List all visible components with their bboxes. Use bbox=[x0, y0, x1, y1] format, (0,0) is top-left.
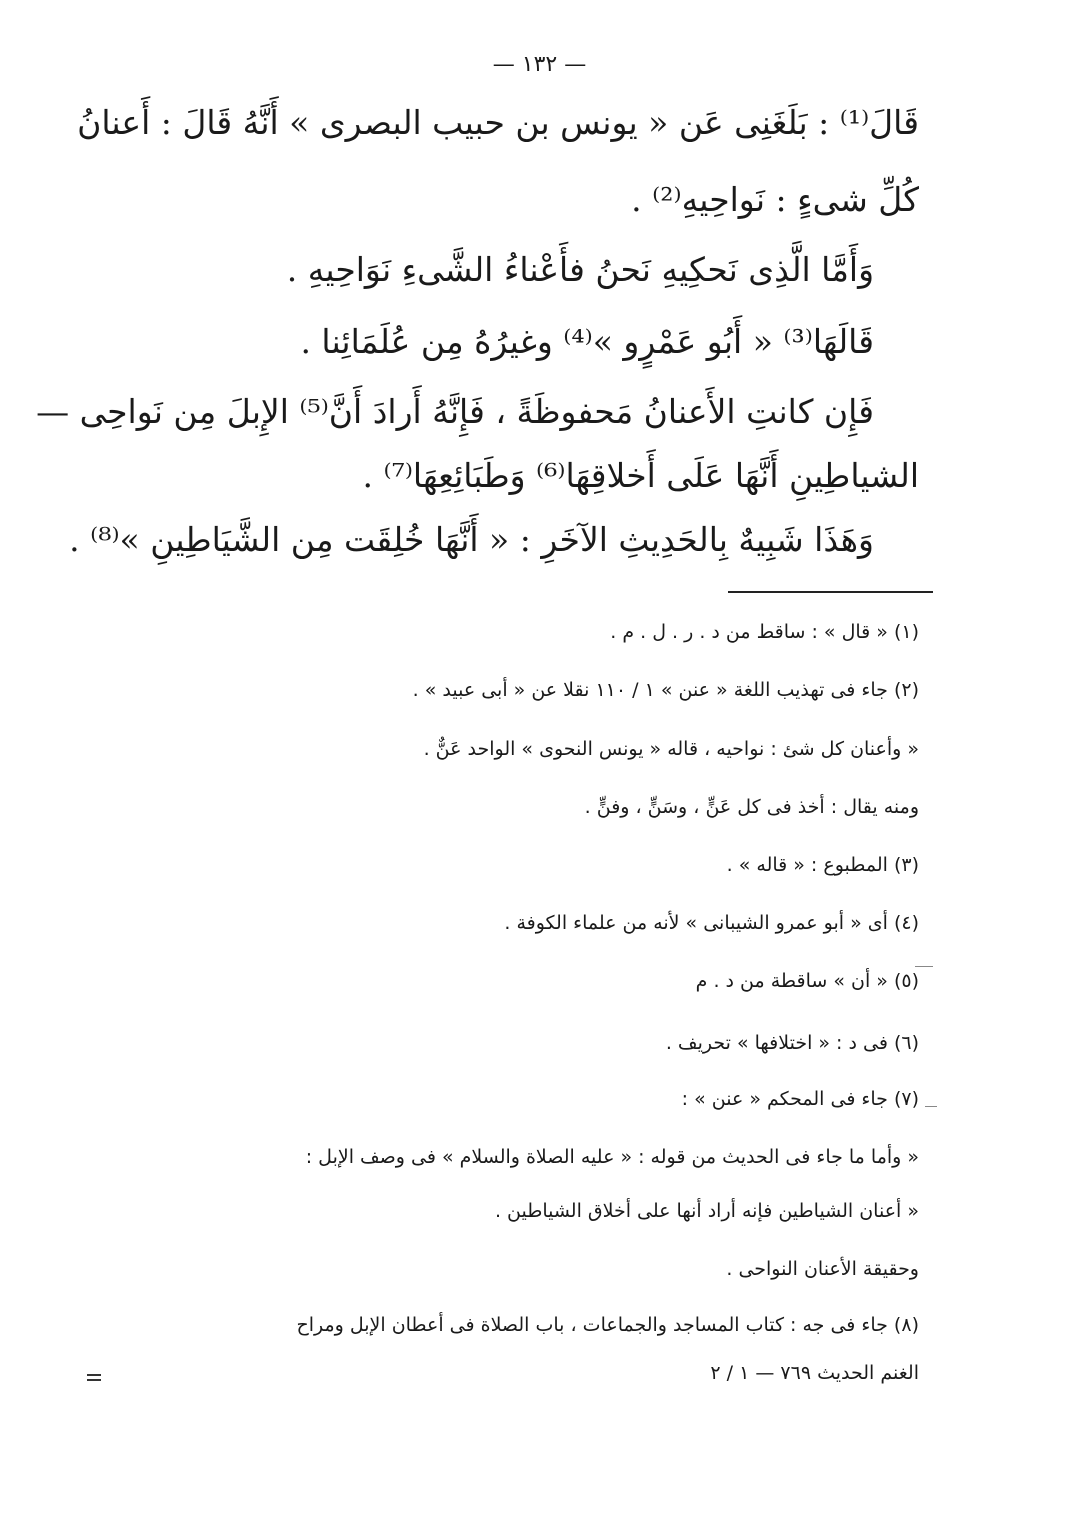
main-text-line-1: قَالَ⁽¹⁾ : بَلَغَنِى عَن « يونس بن حبيب البصرى » أَنَّهُ قَالَ : أَعنانُ bbox=[77, 103, 919, 142]
footnote-7-cont-3: وحقيقة الأعنان النواحى . bbox=[726, 1258, 919, 1280]
footnote-divider bbox=[728, 591, 933, 593]
footnote-2-cont-1: « وأعنان كل شئ : نواحيه ، قاله « يونس النحوى » الواحد عَنٌّ . bbox=[423, 738, 919, 760]
main-text-line-7: وَهَذَا شَبِيهٌ بِالحَدِيثِ الآخَرِ : « أَنَّهَا خُلِقَت مِن الشَّيَاطِينِ »⁽⁸⁾ . bbox=[69, 520, 874, 559]
footnote-7: (٧) جاء فى المحكم « عنن » : bbox=[681, 1088, 919, 1110]
footnote-6: (٦) فى د : « اختلافها » تحريف . bbox=[665, 1032, 919, 1054]
main-text-line-5: فَإِن كانتِ الأَعنانُ مَحفوظَةً ، فَإِنَّهُ أَرادَ أَنَّ⁽⁵⁾ الإِبلَ مِن نَواحِى — bbox=[36, 392, 874, 431]
scan-artifact bbox=[915, 966, 933, 967]
footnote-4: (٤) أى « أبو عمرو الشيبانى » لأنه من علماء الكوفة . bbox=[504, 912, 919, 934]
main-text-line-4: قَالَهَا⁽³⁾ « أَبُو عَمْرٍو »⁽⁴⁾ وغيرُهُ مِن عُلَمَائِنا . bbox=[300, 322, 874, 361]
scan-artifact bbox=[87, 1374, 101, 1376]
main-text-line-6: الشياطِينِ أَنَّهَا عَلَى أَخلاقِهَا⁽⁶⁾ وَطَبَائِعِهَا⁽⁷⁾ . bbox=[362, 456, 919, 495]
main-text-line-2: كُلِّ شىءٍ : نَواحِيهِ⁽²⁾ . bbox=[631, 180, 919, 219]
footnote-8-cont: الغنم الحديث ٧٦٩ — ١ / ٢ bbox=[710, 1362, 919, 1384]
footnote-2: (٢) جاء فى تهذيب اللغة « عنن » ١ / ١١٠ نقلا عن « أبى عبيد » . bbox=[412, 679, 919, 701]
main-text-line-3: وَأَمَّا الَّذِى نَحكِيهِ نَحنُ فأَعْناءُ الشَّىءِ نَوَاحِيهِ . bbox=[286, 250, 874, 289]
scan-artifact bbox=[925, 1106, 937, 1107]
page-number: — ١٣٢ — bbox=[492, 52, 587, 77]
footnote-8: (٨) جاء فى جه : كتاب المساجد والجماعات ، باب الصلاة فى أعطان الإبل ومراح bbox=[296, 1314, 919, 1336]
footnote-3: (٣) المطبوع : « قاله » . bbox=[726, 854, 919, 876]
footnote-1: (١) « قال » : ساقط من د . ر . ل . م . bbox=[610, 621, 919, 643]
footnote-2-cont-2: ومنه يقال : أخذ فى كل عَنٍّ ، وسَنٍّ ، وفنٍّ . bbox=[584, 796, 919, 818]
footnote-7-cont-1: « وأما ما جاء فى الحديث من قوله : « عليه الصلاة والسلام » فى وصف الإبل : bbox=[305, 1146, 919, 1168]
footnote-7-cont-2: « أعنان الشياطين فإنه أراد أنها على أخلاق الشياطين . bbox=[494, 1200, 919, 1222]
footnote-5: (٥) « أن » ساقطة من د . م bbox=[695, 970, 919, 992]
